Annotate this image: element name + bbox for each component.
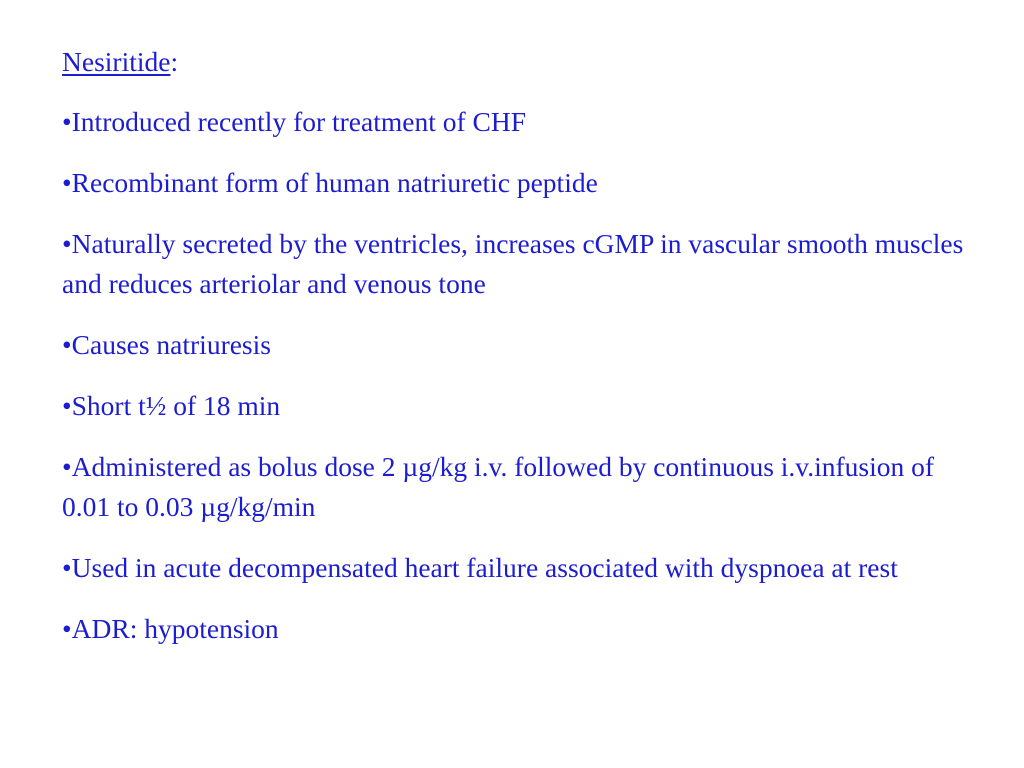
bullet-text: Causes natriuresis bbox=[71, 329, 271, 360]
slide-heading bbox=[62, 42, 972, 82]
bullet-text: Introduced recently for treatment of CHF bbox=[71, 106, 526, 137]
bullet-item bbox=[62, 609, 972, 649]
bullet-item bbox=[62, 548, 972, 588]
bullet-item bbox=[62, 325, 972, 365]
slide-content bbox=[62, 42, 972, 670]
heading-colon: : bbox=[170, 46, 179, 77]
bullet-text: Recombinant form of human natriuretic peptide bbox=[71, 167, 598, 198]
bullet-text: Used in acute decompensated heart failure associated with dyspnoea at rest bbox=[71, 552, 898, 583]
bullet-item bbox=[62, 224, 972, 304]
bullet-mark: • bbox=[62, 329, 72, 360]
bullet-item bbox=[62, 447, 972, 527]
bullet-text: Naturally secreted by the ventricles, increases cGMP in vascular smooth muscles and reduces arteriolar and venous tone bbox=[62, 228, 964, 299]
bullet-mark: • bbox=[62, 106, 72, 137]
bullet-item bbox=[62, 163, 972, 203]
heading-title: Nesiritide bbox=[62, 46, 171, 77]
bullet-mark: • bbox=[62, 167, 72, 198]
bullet-text: ADR: hypotension bbox=[71, 613, 279, 644]
bullet-mark: • bbox=[62, 228, 72, 259]
bullet-mark: • bbox=[62, 451, 72, 482]
bullet-item bbox=[62, 386, 972, 426]
bullet-text: Short t½ of 18 min bbox=[71, 390, 281, 421]
bullet-item bbox=[62, 102, 972, 142]
bullet-mark: • bbox=[62, 552, 72, 583]
bullet-mark: • bbox=[62, 613, 72, 644]
bullet-text: Administered as bolus dose 2 µg/kg i.v. followed by continuous i.v.infusion of 0.01 to 0.03 µg/kg/min bbox=[62, 451, 935, 522]
bullet-mark: • bbox=[62, 390, 72, 421]
